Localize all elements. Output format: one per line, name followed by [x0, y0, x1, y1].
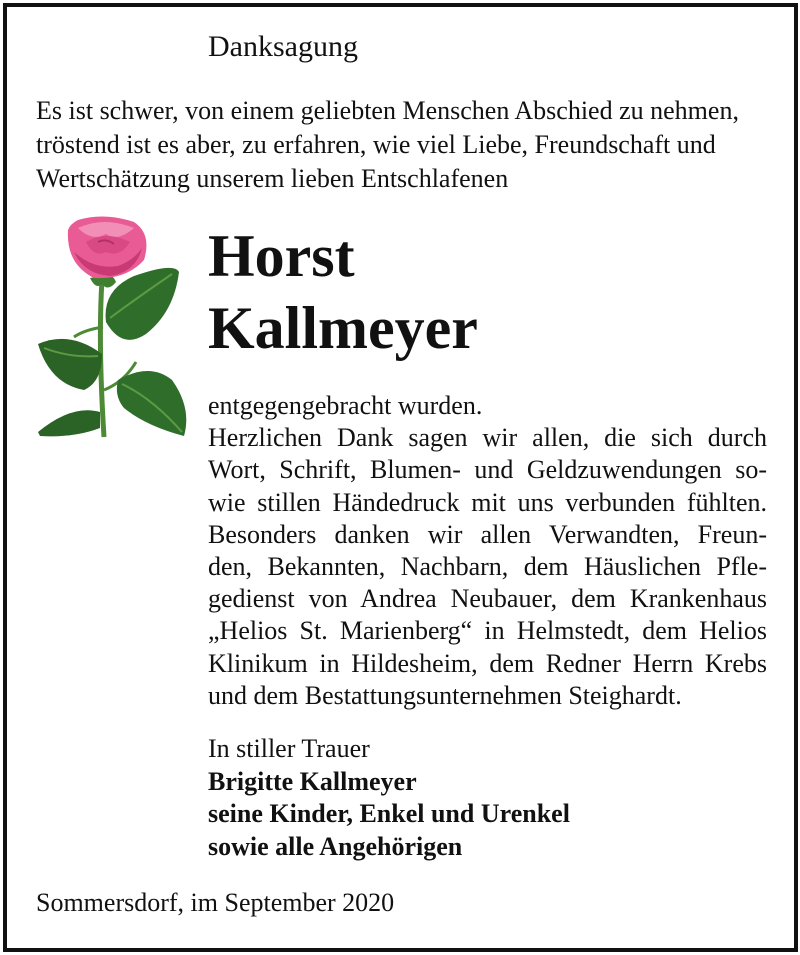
- intro-line: Es ist schwer, von einem geliebten Menschen Abschied zu nehmen,: [36, 96, 739, 125]
- gratitude-line: entgegengebracht wurden.: [208, 391, 483, 420]
- gratitude-text: [208, 390, 767, 712]
- intro-text: [36, 94, 739, 196]
- intro-line: tröstend ist es aber, zu erfahren, wie viel Liebe, Freundschaft und: [36, 130, 716, 159]
- gratitude-line: Klinikum in Hildesheim, dem Redner Herrn Krebs: [208, 648, 767, 678]
- gratitude-line: und dem Bestattungsunternehmen Steighardt.: [208, 680, 682, 710]
- gratitude-line: Wort, Schrift, Blumen- und Geldzuwendungen so-: [208, 455, 767, 485]
- notice-heading: Danksagung: [208, 30, 358, 63]
- intro-line: Wertschätzung unserem lieben Entschlafenen: [36, 164, 509, 193]
- place-and-date: Sommersdorf, im September 2020: [36, 888, 395, 917]
- gratitude-line: wie stillen Händedruck mit uns verbunden fühlten.: [208, 487, 767, 517]
- deceased-first-name: Horst: [208, 223, 355, 289]
- signature-name: seine Kinder, Enkel und Urenkel: [208, 799, 570, 828]
- gratitude-line: Besonders danken wir allen Verwandten, Freun-: [208, 519, 767, 549]
- signature-block: [208, 733, 570, 863]
- gratitude-line: „Helios St. Marienberg“ in Helmstedt, dem Helios: [208, 616, 767, 646]
- deceased-last-name: Kallmeyer: [208, 295, 478, 361]
- gratitude-line: gedienst von Andrea Neubauer, dem Krankenhaus: [208, 584, 767, 614]
- signature-intro: In stiller Trauer: [208, 734, 370, 763]
- signature-name: sowie alle Angehörigen: [208, 831, 463, 861]
- pink-rose-icon: [34, 212, 192, 440]
- gratitude-line: den, Bekannten, Nachbarn, dem Häuslichen Pfle-: [208, 552, 767, 582]
- gratitude-line: Herzlichen Dank sagen wir allen, die sich durch: [208, 423, 767, 453]
- signature-name: Brigitte Kallmeyer: [208, 766, 417, 796]
